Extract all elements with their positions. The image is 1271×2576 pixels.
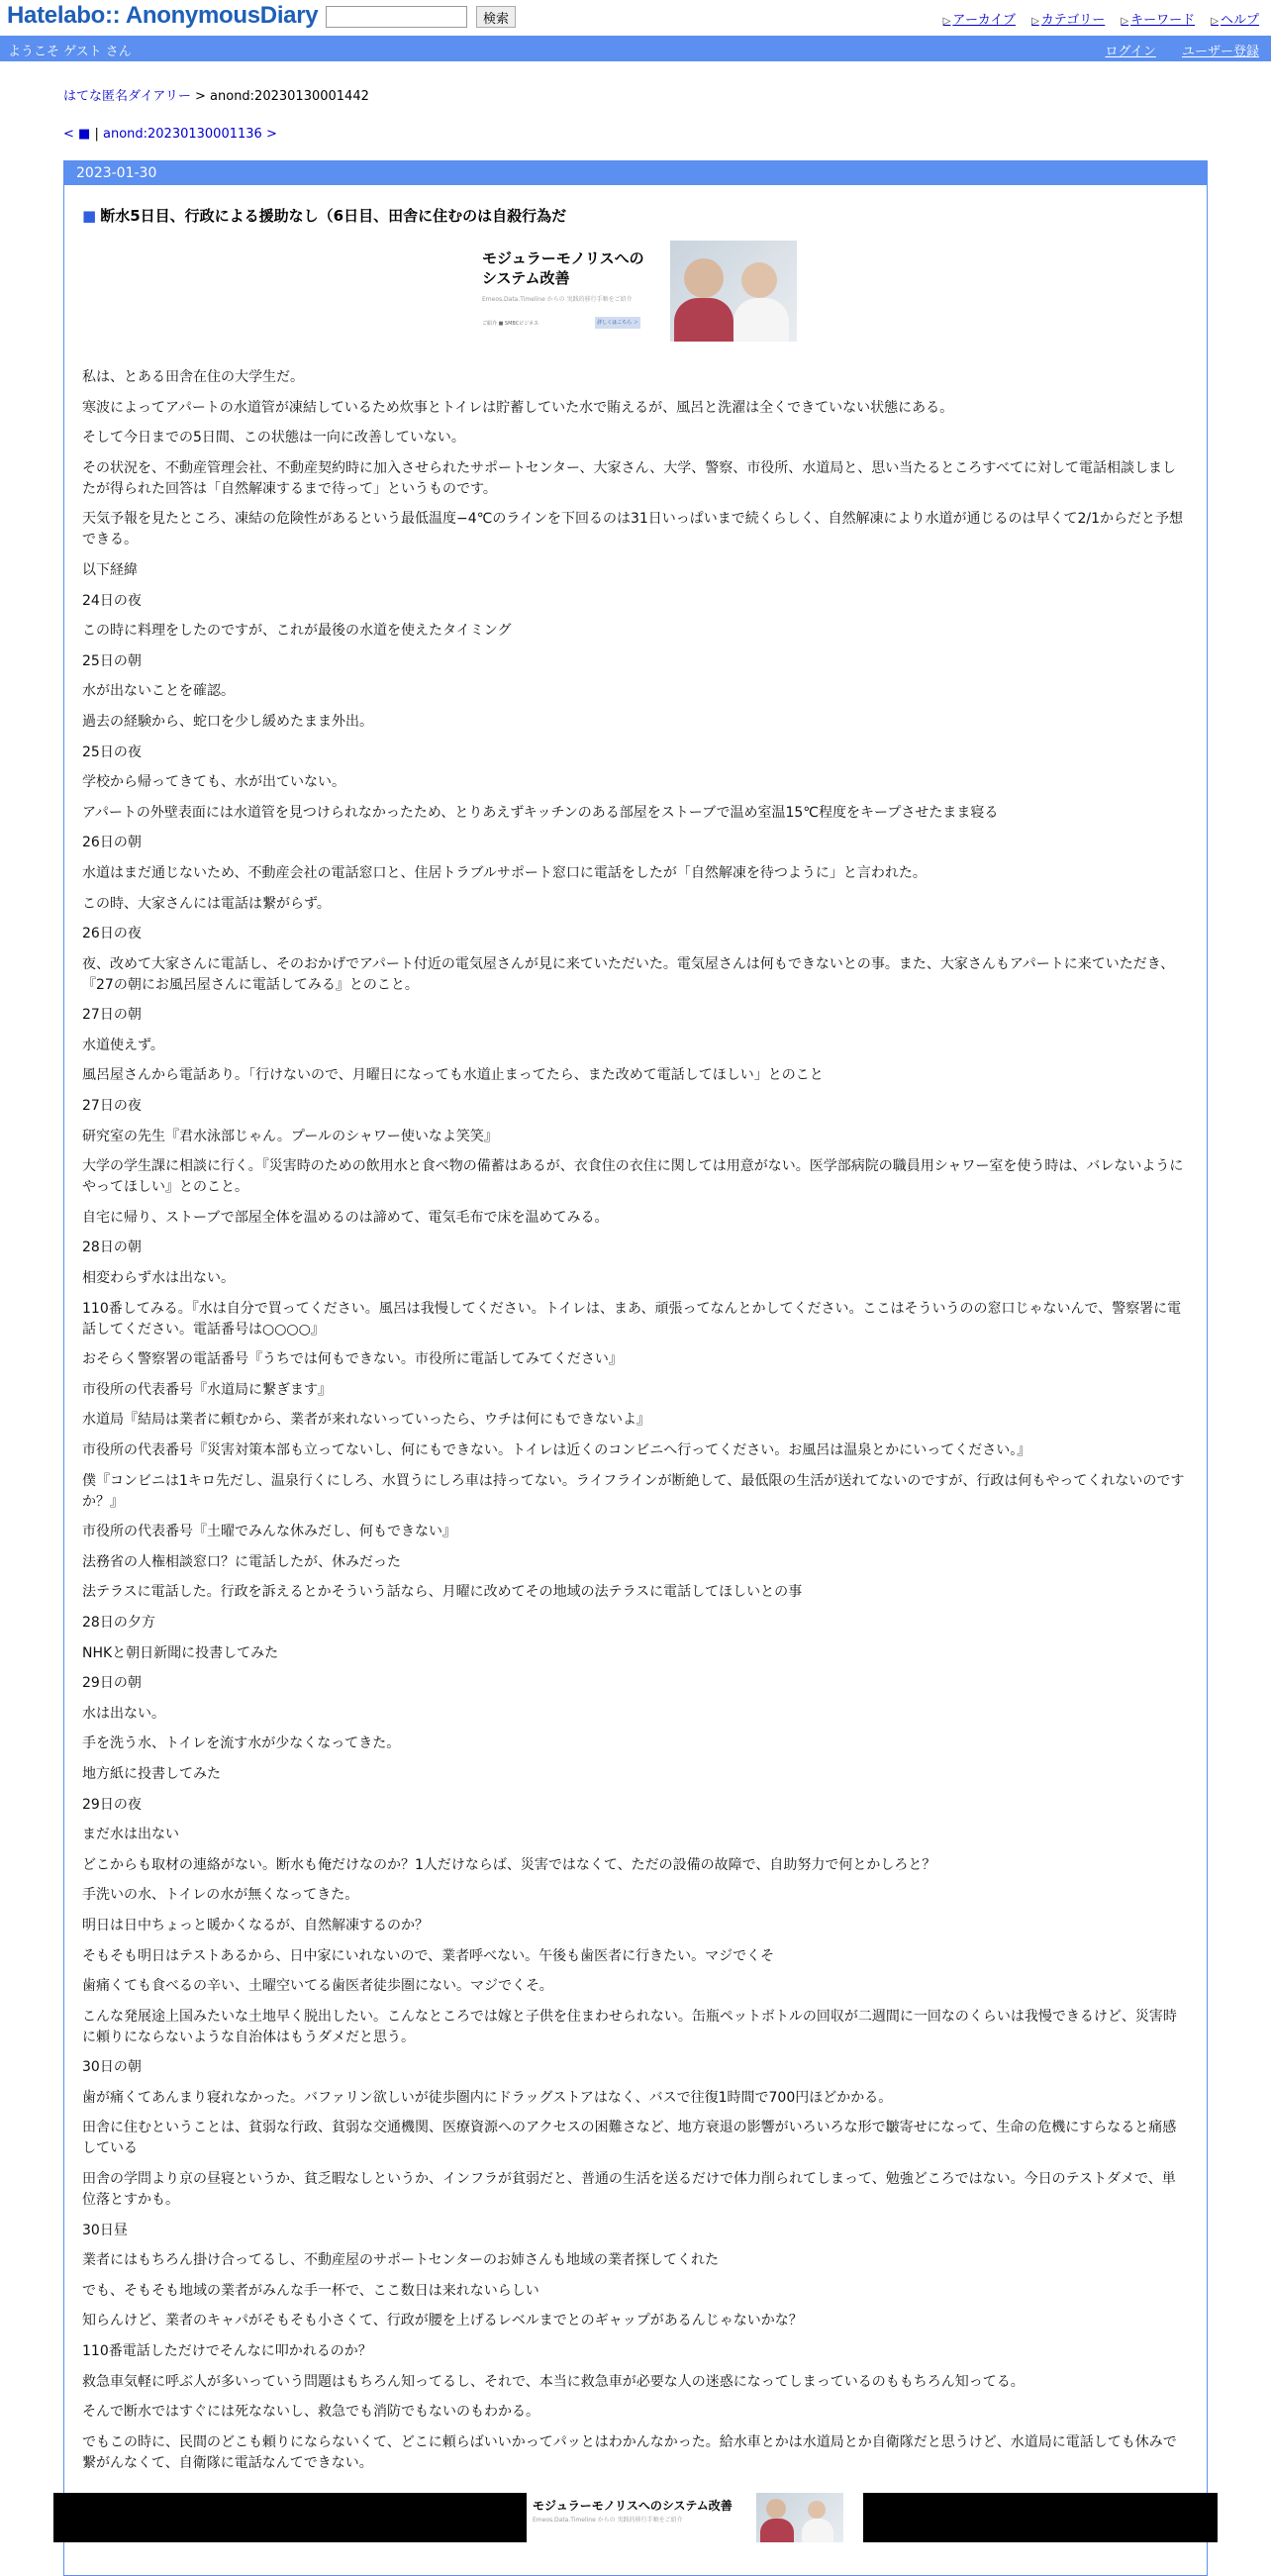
triangle-icon: ▷ [942,16,951,27]
entry-paragraph: 私は、とある田舎在住の大学生だ。 [82,369,304,385]
ad-button[interactable]: 詳しくはこちら ＞ [595,317,640,329]
entry-paragraph: 27日の朝 [82,1007,142,1024]
entry-paragraph: 手洗いの水、トイレの水が無くなってきた。 [82,1887,359,1904]
entry-paragraph: まだ水は出ない [82,1827,179,1843]
breadcrumb [63,85,369,104]
entry-date: 2023-01-30 [64,161,1207,185]
top-bar [0,0,1271,36]
entry-paragraph: 水道局『結局は業者に頼むから、業者が来れないっていったら、ウチは何にもできないよ』 [82,1412,650,1429]
entry-paragraph: 水道使えず。 [82,1037,164,1053]
entry-paragraph: その状況を、不動産管理会社、不動産契約時に加入させられたサポートセンター、大家さん、大学、警察、市役所、水道局と、思い当たるところすべてに対して電話相談しましたが得られた回答は「自然解凍するまで待って」というものです。 [82,459,1177,497]
entry-paragraph: 26日の朝 [82,835,142,851]
entry-paragraph: 相変わらず水は出ない。 [82,1270,235,1287]
help-link-label: ヘルプ [1220,13,1259,28]
welcome-text: ようこそ ゲスト さん [8,45,132,59]
entry-paragraph: 救急車気軽に呼ぶ人が多いっていう問題はもちろん知ってるし、それで、本当に救急車が必要な人の迷惑になってしまっているのももちろん知ってる。 [82,2373,1025,2390]
entry-paragraph: そして今日までの5日間、この状態は一向に改善していない。 [82,430,465,446]
entry-paragraph: でも、そもそも地域の業者がみんな手一杯で、ここ数日は来れないらしい [82,2282,539,2299]
entry-paragraph: どこからも取材の連絡がない。断水も俺だけなのか？1人だけならば、災害ではなくて、ただの設備の故障で、自助努力で何とかしろと？ [82,1856,936,1873]
entry-box [63,160,1208,2576]
login-link[interactable]: ログイン [1105,45,1156,59]
register-link[interactable]: ユーザー登録 [1181,45,1259,59]
entry-permalink-marker[interactable]: ■ [82,207,97,225]
archive-link-label: アーカイブ [952,13,1016,28]
help-link[interactable] [1211,13,1259,28]
entry-paragraph: こんな発展途上国みたいな土地早く脱出したい。こんなところでは嫁と子供を住まわせられない。缶瓶ペットボトルの回収が二週間に一回なのくらいは我慢できるけど、災害時に頼りにならないような自治体はもうダメだと思う。 [82,2008,1177,2045]
bottom-ad-title: モジュラーモノリスへのシステム改善 [533,2499,733,2513]
entry-paragraph: 110番してみる。『水は自分で買ってください。風呂は我慢してください。トイレは、まあ、頑張ってなんとかしてください。ここはそういうのの窓口じゃないんで、警察署に電話してください。電話番号は○○○○』 [82,1300,1182,1338]
entry-paragraph: そんで断水ではすぐには死なないし、救急でも消防でもないのもわかる。 [82,2404,539,2421]
entry-paragraph: 僕『コンビニは1キロ先だし、温泉行くにしろ、水買うにしろ車は持ってない。ライフラインが断絶して、最低限の生活が送れてないのですが、行政は何もやってくれないのですか？』 [82,1472,1185,1510]
entry-paragraph: 28日の朝 [82,1239,142,1256]
entry-paragraph: おそらく警察署の電話番号『うちでは何もできない。市役所に電話してみてください』 [82,1351,623,1368]
entry-paragraph: 市役所の代表番号『土曜でみんな休みだし、何もできない』 [82,1524,456,1540]
entry-paragraph: 市役所の代表番号『水道局に繋ぎます』 [82,1381,332,1398]
next-entry-link[interactable]: anond:20230130001136 > [102,127,277,142]
entry-paragraph: 知らんけど、業者のキャパがそもそも小さくて、行政が腰を上げるレベルまでとのギャップがあるんじゃないかな？ [82,2313,803,2329]
bottom-ad-photo [756,2493,843,2542]
entry-title-text: 断水5日目、行政による援助なし（6日目、田舎に住むのは自殺行為だ [100,207,567,225]
ad-banner[interactable] [482,241,819,344]
entry-paragraph: 地方紙に投書してみた [82,1765,221,1782]
top-links [931,9,1259,28]
entry-paragraph: 田舎の学問より京の昼寝というか、貧乏暇なしというか、インフラが貧弱だと、普通の生活を送るだけで体力削られてしまって、勉強どころではない。今日のテストダメで、単位落とすかも。 [82,2171,1176,2209]
entry-paragraph: 寒波によってアパートの水道管が凍結しているため炊事とトイレは貯蓄していた水で賄えるが、風呂と洗濯は全くできていない状態にある。 [82,399,954,416]
site-logo[interactable]: Hatelabo:: AnonymousDiary [7,2,319,29]
entry-paragraph: 過去の経験から、蛇口を少し緩めたまま外出。 [82,713,373,730]
entry-paragraph: 27日の夜 [82,1098,142,1115]
entry-paragraph: 25日の朝 [82,652,142,669]
entry-paragraph: 研究室の先生『君水泳部じゃん。プールのシャワー使いなよ笑笑』 [82,1128,498,1144]
entry-paragraph: 夜、改めて大家さんに電話し、そのおかげでアパート付近の電気屋さんが見に来ていただいた。電気屋さんは何もできないとの事。また、大家さんもアパートに来ていただき、『27の朝にお風呂屋さんに電話してみる』とのこと。 [82,955,1175,993]
bottom-ad-banner[interactable] [527,2493,863,2542]
ad-photo [670,241,797,342]
bottom-ad-bar [53,2493,1218,2542]
entry-paragraph: 28日の夕方 [82,1614,155,1631]
entry-paragraph: 29日の朝 [82,1675,142,1692]
keyword-link[interactable] [1121,13,1195,28]
entry-body [82,367,1187,2483]
entry-paragraph: 明日は日中ちょっと暖かくなるが、自然解凍するのか？ [82,1917,429,1933]
entry-paragraph: 風呂屋さんから電話あり。「行けないので、月曜日になっても水道止まってたら、また改めて電話してほしい」とのこと [82,1067,824,1084]
search-input[interactable] [326,6,467,28]
category-link[interactable] [1031,13,1105,28]
entry-paragraph: 30日昼 [82,2222,128,2238]
entry-paragraph: この時、大家さんには電話は繋がらず。 [82,895,331,912]
keyword-link-label: キーワード [1130,13,1196,28]
triangle-icon: ▷ [1211,16,1219,27]
entry-paragraph: アパートの外壁表面には水道管を見つけられなかったため、とりあえずキッチンのある部屋をストーブで温め室温15℃程度をキープさせたまま寝る [82,804,999,821]
entry-title [82,205,566,226]
entry-paragraph: 24日の夜 [82,592,142,609]
entry-paragraph: 学校から帰ってきても、水が出ていない。 [82,774,345,791]
bottom-ad-subtitle: Emeos.Data.Timeline からの 実践的移行手順をご紹介 [533,2517,683,2524]
breadcrumb-current: anond:20230130001442 [210,89,369,104]
triangle-icon: ▷ [1121,16,1129,27]
entry-paragraph: この時に料理をしたのですが、これが最後の水道を使えたタイミング [82,623,512,640]
entry-paragraph: 天気予報を見たところ、凍結の危険性があるという最低温度−4℃のラインを下回るのは31日いっぱいまで続くらしく、自然解凍により水道が通じるのは早くて2/1からだと予想できる。 [82,511,1184,548]
archive-link[interactable] [943,13,1016,28]
entry-paragraph: 法務省の人権相談窓口？に電話したが、休みだった [82,1553,401,1570]
entry-paragraph: 手を洗う水、トイレを流す水が少なくなってきた。 [82,1735,401,1752]
search-button[interactable]: 検索 [476,6,516,28]
nav-separator: | [94,127,99,142]
ad-title: モジュラーモノリスへの システム改善 [482,249,644,287]
entry-paragraph: 市役所の代表番号『災害対策本部も立ってないし、何にもできない。トイレは近くのコンビニへ行ってください。お風呂は温泉とかにいってください。』 [82,1442,1031,1458]
account-links [1083,41,1259,59]
entry-paragraph: 田舎に住むということは、貧弱な行政、貧弱な交通機関、医療資源へのアクセスの困難さなど、地方衰退の影響がいろいろな形で皺寄せになって、生命の危機にすらなると痛感している [82,2120,1177,2157]
entry-paragraph: 歯痛くても食べるの辛い、土曜空いてる歯医者徒歩圏にない。マジでくそ。 [82,1978,553,1995]
triangle-icon: ▷ [1031,16,1039,27]
entry-paragraph: 業者にはもちろん掛け合ってるし、不動産屋のサポートセンターのお姉さんも地域の業者探してくれた [82,2252,720,2269]
entry-paragraph: 110番電話しただけでそんなに叩かれるのか？ [82,2343,372,2360]
entry-navigation [63,127,277,142]
entry-paragraph: でもこの時に、民間のどこも頼りにならないくて、どこに頼らばいいかってパッとはわかんなかった。給水車とかは水道局とか自衛隊だと思うけど、水道局に電話しても休みで繋がんなくて、自衛隊に電話なんてできない。 [82,2433,1177,2471]
entry-paragraph: 26日の夜 [82,926,142,942]
entry-paragraph: そもそも明日はテストあるから、日中家にいれないので、業者呼べない。午後も歯医者に行きたい。マジでくそ [82,1947,775,1964]
breadcrumb-root-link[interactable]: はてな匿名ダイアリー [63,89,191,104]
entry-paragraph: 自宅に帰り、ストーブで部屋全体を温めるのは諦めて、電気毛布で床を温めてみる。 [82,1209,609,1226]
entry-paragraph: 29日の夜 [82,1796,142,1813]
breadcrumb-separator: > [194,89,206,104]
entry-paragraph: 水は出ない。 [82,1705,165,1722]
entry-paragraph: 25日の夜 [82,743,142,760]
entry-paragraph: 水道はまだ通じないため、不動産会社の電話窓口と、住居トラブルサポート窓口に電話をしたが「自然解凍を待つように」と言われた。 [82,864,927,881]
entry-paragraph: NHKと朝日新聞に投書してみた [82,1644,279,1661]
prev-entry-link[interactable]: < ■ [63,127,91,142]
entry-paragraph: 以下経緯 [82,561,138,578]
entry-paragraph: 水が出ないことを確認。 [82,683,235,700]
category-link-label: カテゴリー [1040,13,1106,28]
welcome-bar [0,36,1271,61]
ad-subtitle: Emeos.Data.Timeline からの 実践的移行手順をご紹介 [482,296,633,303]
entry-paragraph: 大学の学生課に相談に行く。『災害時のための飲用水と食べ物の備蓄はあるが、衣食住の衣住に関しては用意がない。医学部病院の職員用シャワー室を使う時は、バレないようにやってほしい』とのこと。 [82,1158,1184,1196]
entry-paragraph: 30日の朝 [82,2059,142,2076]
entry-paragraph: 法テラスに電話した。行政を訴えるとかそういう話なら、月曜に改めてその地域の法テラスに電話してほしいとの事 [82,1584,803,1601]
entry-paragraph: 歯が痛くてあんまり寝れなかった。バファリン欲しいが徒歩圏内にドラッグストアはなく、バスで往復1時間で700円ほどかかる。 [82,2089,893,2106]
ad-sponsor-logo: ご紹介 ■ SMBCビジネス [482,321,539,327]
